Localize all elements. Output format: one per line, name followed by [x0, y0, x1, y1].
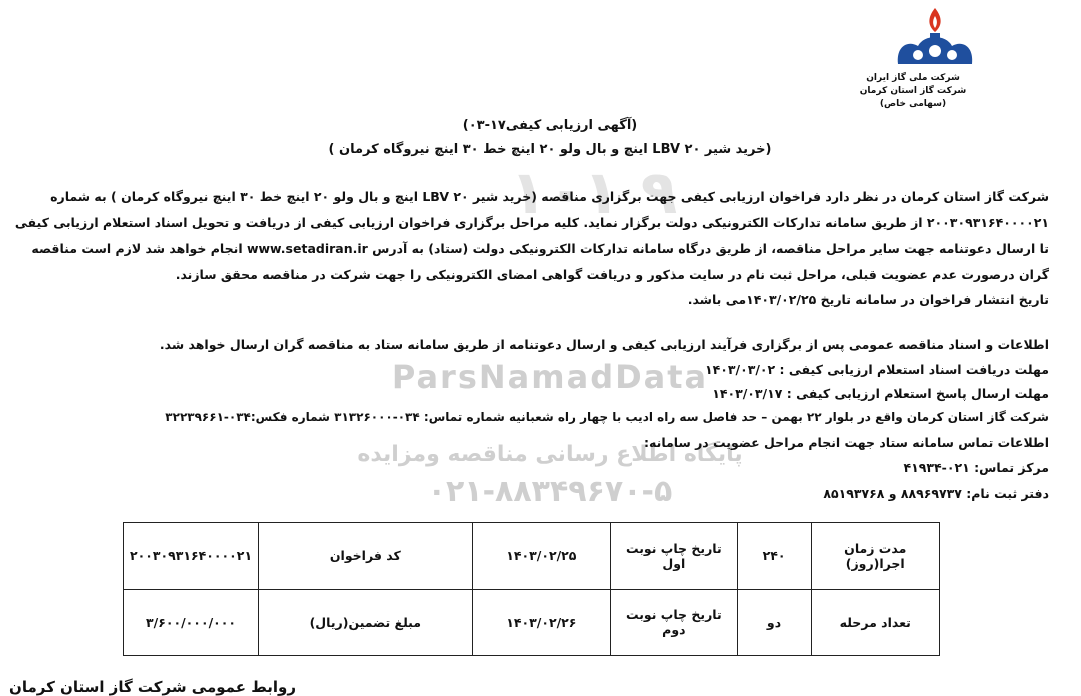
footer-signature: روابط عمومی شرکت گاز استان کرمان	[9, 678, 296, 696]
watermark-brand: ParsNamadData	[391, 358, 709, 396]
gas-company-logo	[890, 6, 980, 68]
table-row	[124, 523, 940, 590]
publish-date: تاریخ انتشار فراخوان در سامانه تاریخ ۱۴۰۳/۰۲/۲۵می باشد.	[687, 292, 1049, 307]
table-cell: تاریخ چاپ نوبت اول	[611, 523, 737, 590]
ad-title: (آگهی ارزیابی کیفی۱۷-۰۳)	[462, 118, 638, 133]
contact-center: مرکز تماس: ۰۲۱-۴۱۹۳۴	[903, 460, 1049, 475]
company-line: شرکت ملی گاز ایران	[866, 73, 960, 83]
table-cell: ۱۴۰۳/۰۲/۲۵	[472, 523, 611, 590]
table-cell: ۲۰۰۳۰۹۳۱۶۴۰۰۰۰۲۱	[124, 523, 259, 590]
table-cell: تعداد مرحله	[811, 589, 940, 656]
table-cell: ۱۴۰۳/۰۲/۲۶	[472, 589, 611, 656]
company-line: شرکت گاز استان کرمان	[859, 86, 967, 96]
ad-subtitle: (خرید شیر LBV ۲۰ اینچ و بال ولو ۲۰ اینچ خط ۳۰ اینچ نیروگاه کرمان )	[328, 142, 772, 157]
table-cell: دو	[737, 589, 811, 656]
watermark-digits: ۱۰۱ ۹	[510, 158, 678, 228]
table-cell: ۲۴۰	[737, 523, 811, 590]
table-cell: کد فراخوان	[259, 523, 472, 590]
table-cell: تاریخ چاپ نوبت دوم	[611, 589, 737, 656]
info-note: اطلاعات و اسناد مناقصه عمومی پس از برگزاری فرآیند ارزیابی کیفی و ارسال دعوتنامه از طریق سامانه ستاد به مناقصه گران ارسال خواهد شد.	[159, 337, 1049, 352]
watermark-persian: پایگاه اطلاع رسانی مناقصه ومزایده	[357, 442, 743, 467]
table-cell: مبلغ تضمین(ریال)	[259, 589, 472, 656]
tender-info-table	[123, 522, 940, 656]
table-cell: مدت زمان اجرا(روز)	[811, 523, 940, 590]
company-name	[820, 72, 1006, 111]
deadline-send: مهلت ارسال پاسخ استعلام ارزیابی کیفی : ۱۴۰۳/۰۳/۱۷	[712, 386, 1049, 401]
address-line: شرکت گاز استان کرمان واقع در بلوار ۲۲ بهمن – حد فاصل سه راه ادیب با چهار راه شعبانیه شماره تماس: ۰۳۴-۳۱۳۲۶۰۰۰ شماره فکس:۰۳۴-۳۲۲۳۹۶۶۱	[165, 410, 1049, 424]
watermark-phone: ۰۲۱-۸۸۳۴۹۶۷۰-۵	[427, 474, 673, 509]
contact-title: اطلاعات تماس سامانه ستاد جهت انجام مراحل عضویت در سامانه:	[644, 435, 1049, 450]
company-line: (سهامی خاص)	[879, 99, 947, 109]
table-cell: ۳/۶۰۰/۰۰۰/۰۰۰	[124, 589, 259, 656]
table-row	[124, 589, 940, 656]
registration-office: دفتر ثبت نام: ۸۸۹۶۹۷۳۷ و ۸۵۱۹۳۷۶۸	[823, 486, 1049, 501]
body-paragraph: شرکت گاز استان کرمان در نظر دارد فراخوان ارزیابی کیفی جهت برگزاری مناقصه (خرید شیر LBV ۲۰ اینچ و بال ولو ۲۰ اینچ خط ۳۰ اینچ نیروگاه کرمان ) به شماره ۲۰۰۳۰۹۳۱۶۴۰۰۰۰۲۱ از طریق سامانه تدارکات الکترونیکی دولت برگزار نماید. کلیه مراحل برگزاری فراخوان ارزیابی کیفی از دریافت و تحویل اسناد استعلام ارزیابی کیفی تا ارسال دعوتنامه جهت سایر مراحل مناقصه، از طریق درگاه سامانه تدارکات الکترونیکی دولت (ستاد) به آدرس www.setadiran.ir انجام خواهد شد لازم است مناقصه گران درصورت عدم عضویت قبلی، مراحل ثبت نام در سایت مذکور و دریافت گواهی امضای الکترونیکی را جهت شرکت در مناقصه محقق سازند.	[14, 189, 1049, 282]
deadline-receive: مهلت دریافت اسناد استعلام ارزیابی کیفی : ۱۴۰۳/۰۳/۰۲	[705, 362, 1049, 377]
